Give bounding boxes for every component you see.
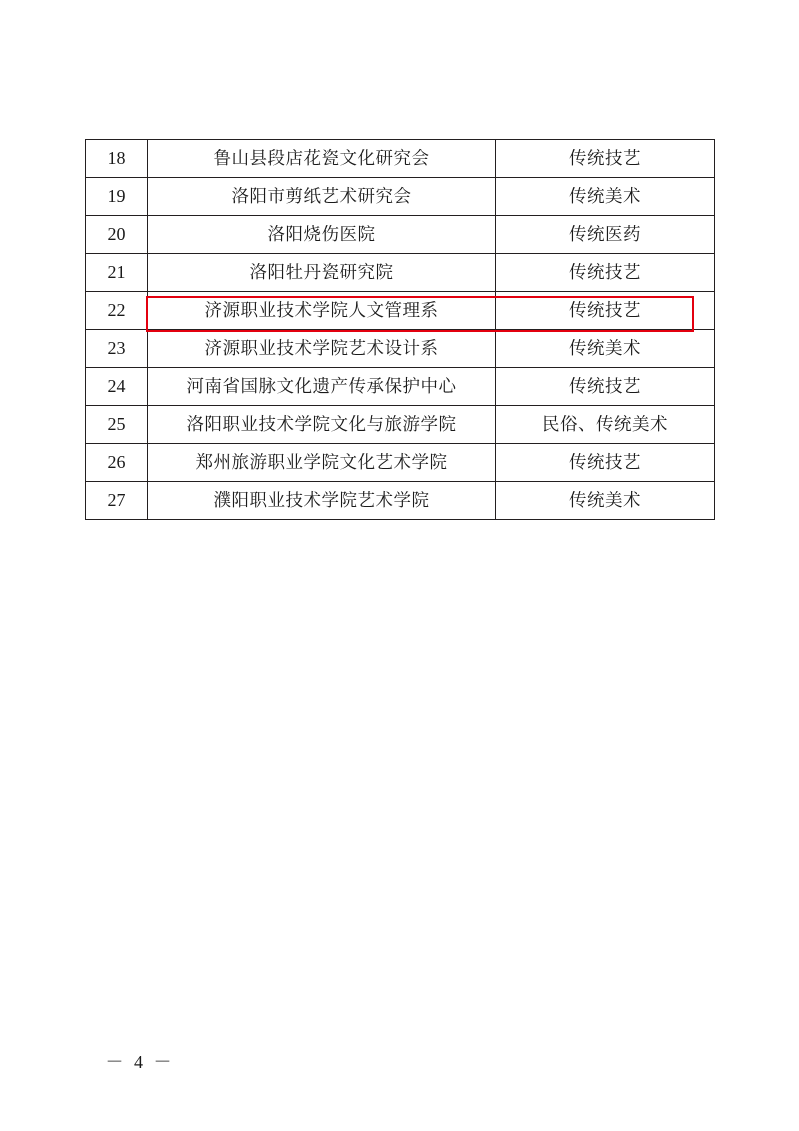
row-name: 郑州旅游职业学院文化艺术学院 (148, 444, 496, 482)
row-name: 济源职业技术学院艺术设计系 (148, 330, 496, 368)
row-category: 传统技艺 (496, 292, 715, 330)
row-index: 25 (86, 406, 148, 444)
row-name: 洛阳烧伤医院 (148, 216, 496, 254)
row-index: 23 (86, 330, 148, 368)
row-category: 民俗、传统美术 (496, 406, 715, 444)
row-name: 洛阳牡丹瓷研究院 (148, 254, 496, 292)
row-index: 18 (86, 140, 148, 178)
row-name: 濮阳职业技术学院艺术学院 (148, 482, 496, 520)
row-name: 济源职业技术学院人文管理系 (148, 292, 496, 330)
row-name: 河南省国脉文化遗产传承保护中心 (148, 368, 496, 406)
table-row (86, 254, 715, 292)
table-row (86, 406, 715, 444)
row-category: 传统美术 (496, 178, 715, 216)
row-category: 传统技艺 (496, 254, 715, 292)
row-index: 21 (86, 254, 148, 292)
table-row-highlighted (86, 292, 715, 330)
row-category: 传统美术 (496, 482, 715, 520)
row-category: 传统美术 (496, 330, 715, 368)
table-row (86, 216, 715, 254)
table-row (86, 482, 715, 520)
table-row (86, 140, 715, 178)
row-index: 27 (86, 482, 148, 520)
row-category: 传统技艺 (496, 140, 715, 178)
table-row (86, 178, 715, 216)
row-index: 22 (86, 292, 148, 330)
organization-table (85, 139, 715, 520)
row-category: 传统技艺 (496, 444, 715, 482)
row-category: 传统技艺 (496, 368, 715, 406)
row-name: 洛阳职业技术学院文化与旅游学院 (148, 406, 496, 444)
row-index: 24 (86, 368, 148, 406)
table-row (86, 330, 715, 368)
table-body (86, 140, 715, 520)
table-row (86, 444, 715, 482)
row-name: 洛阳市剪纸艺术研究会 (148, 178, 496, 216)
row-index: 26 (86, 444, 148, 482)
page-number: － 4 － (105, 1052, 175, 1072)
table-row (86, 368, 715, 406)
row-index: 19 (86, 178, 148, 216)
row-name: 鲁山县段店花瓷文化研究会 (148, 140, 496, 178)
row-category: 传统医药 (496, 216, 715, 254)
row-index: 20 (86, 216, 148, 254)
